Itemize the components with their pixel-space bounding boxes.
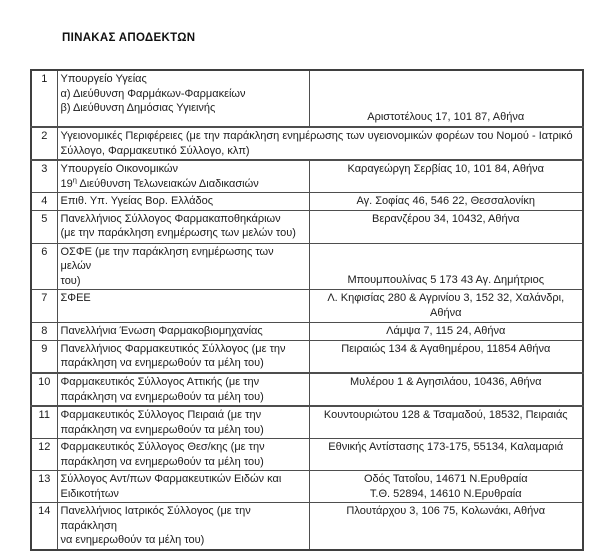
row-number-cell: 1 [31,70,57,127]
recipient-line: Φαρμακευτικός Σύλλογος Θεσ/κης (με την [60,441,265,453]
recipient-cell [57,210,309,243]
recipient-cell [57,127,583,160]
row-number-cell: 12 [31,439,57,471]
address-line: Οδός Τατοΐου, 14671 Ν.Ερυθραία [363,473,528,485]
row-number-cell: 6 [31,243,57,290]
recipient-line: (με την παράκληση ενημέρωσης των μελών του) [60,227,296,239]
recipient-cell [57,340,309,373]
table-row [31,243,583,290]
recipient-line: ΟΣΦΕ (με την παράκληση ενημέρωσης των μελών [60,245,274,272]
recipient-cell: Πανελλήνια Ένωση Φαρμακοβιομηχανίας [57,323,309,341]
recipient-line: να ενημερωθούν τα μέλη του) [60,534,205,546]
address-line: Τ.Θ. 52894, 14610 Ν.Ερυθραία [369,487,522,500]
recipient-cell: ΣΦΕΕ [57,290,309,323]
recipient-line: Πανελλήνιος Σύλλογος Φαρμακαποθηκάριων [60,212,281,225]
address-cell: Εθνικής Αντίστασης 173-175, 55134, Καλαμαριά [309,439,583,471]
recipient-cell [57,70,309,127]
recipient-cell [57,243,309,290]
address-cell: Λάμψα 7, 115 24, Αθήνα [309,323,583,341]
recipient-line: Σύλλογος Αντ/πων Φαρμακευτικών Ειδών και [60,473,282,485]
recipient-line: παράκληση να ενημερωθούν τα μέλη του) [60,455,264,468]
recipient-cell [57,439,309,471]
recipient-line: Σύλλογο, Φαρμακευτικό Σύλλογο, κλπ) [60,144,250,157]
row-number-cell: 4 [31,193,57,211]
directorate-rest: Διεύθυνση Τελωνειακών Διαδικασιών [76,177,259,190]
table-row [31,439,583,471]
address-cell: Μυλέρου 1 & Αγησιλάου, 10436, Αθήνα [309,373,583,406]
table-row [31,373,583,406]
address-cell: Καραγεώργη Σερβίας 10, 101 84, Αθήνα [309,160,583,193]
table-row [31,471,583,503]
address-cell: Αριστοτέλους 17, 101 87, Αθήνα [309,70,583,127]
address-cell [309,471,583,503]
superscript-eta: η [72,174,77,184]
recipient-cell [57,373,309,406]
table-row [31,323,583,341]
recipient-cell [57,503,309,550]
table-row [31,340,583,373]
address-cell: Πειραιώς 134 & Αγαθημέρου, 11854 Αθήνα [309,340,583,373]
recipient-line: Ειδικοτήτων [60,487,119,500]
recipient-line: παράκληση να ενημερωθούν τα μέλη του) [60,423,264,436]
recipient-cell [57,406,309,439]
table-row [31,160,583,193]
recipient-line: παράκληση να ενημερωθούν τα μέλη του) [60,390,264,403]
row-number-cell: 2 [31,127,57,160]
table-row [31,193,583,211]
row-number-cell: 9 [31,340,57,373]
page-title: ΠΙΝΑΚΑΣ ΑΠΟΔΕΚΤΩΝ [62,32,196,44]
recipient-line: Πανελλήνιος Φαρμακευτικός Σύλλογος (με την [60,342,286,355]
recipient-line: β) Διεύθυνση Δημόσιας Υγιεινής [60,102,216,114]
row-number-cell: 3 [31,160,57,193]
address-cell: Κουντουριώτου 128 & Τσαμαδού, 18532, Πειραιάς [309,406,583,439]
recipient-line: Φαρμακευτικός Σύλλογος Πειραιά (με την [60,409,262,421]
table-row [31,503,583,550]
recipient-line: Υγειονομικές Περιφέρειες (με την παράκληση ενημέρωσης των υγειονομικών φορέων του Νομού - Ιατρικό [60,130,573,142]
table-row [31,127,583,160]
row-number-cell: 8 [31,323,57,341]
address-cell: Λ. Κηφισίας 280 & Αγρινίου 3, 152 32, Χαλάνδρι, Αθήνα [309,290,583,323]
recipient-line: Φαρμακευτικός Σύλλογος Αττικής (με την [60,376,260,388]
row-number-cell: 14 [31,503,57,550]
address-cell: Πλουτάρχου 3, 106 75, Κολωνάκι, Αθήνα [309,503,583,550]
recipient-cell [57,160,309,193]
recipient-cell: Επιθ. Υπ. Υγείας Βορ. Ελλάδος [57,193,309,211]
recipient-line: παράκληση να ενημερωθούν τα μέλη του) [60,357,264,369]
recipient-line: του) [60,274,81,287]
table-row [31,406,583,439]
recipients-table [30,69,584,551]
table-row [31,70,583,127]
table-row [31,210,583,243]
row-number-cell: 13 [31,471,57,503]
table-row [31,290,583,323]
recipient-line: Υπουργείο Υγείας [60,73,147,85]
recipient-line [60,174,307,192]
row-number-cell: 7 [31,290,57,323]
recipient-line: Πανελλήνιος Ιατρικός Σύλλογος (με την παράκληση [60,505,251,532]
address-cell: Αγ. Σοφίας 46, 546 22, Θεσσαλονίκη [309,193,583,211]
recipient-line: α) Διεύθυνση Φαρμάκων-Φαρμακείων [60,87,246,100]
directorate-number: 19 [60,177,73,190]
row-number-cell: 5 [31,210,57,243]
row-number-cell: 10 [31,373,57,406]
recipient-cell [57,471,309,503]
row-number-cell: 11 [31,406,57,439]
recipient-line: Υπουργείο Οικονομικών [60,163,179,175]
address-cell: Βερανζέρου 34, 10432, Αθήνα [309,210,583,243]
address-cell: Μπουμπουλίνας 5 173 43 Αγ. Δημήτριος [309,243,583,290]
